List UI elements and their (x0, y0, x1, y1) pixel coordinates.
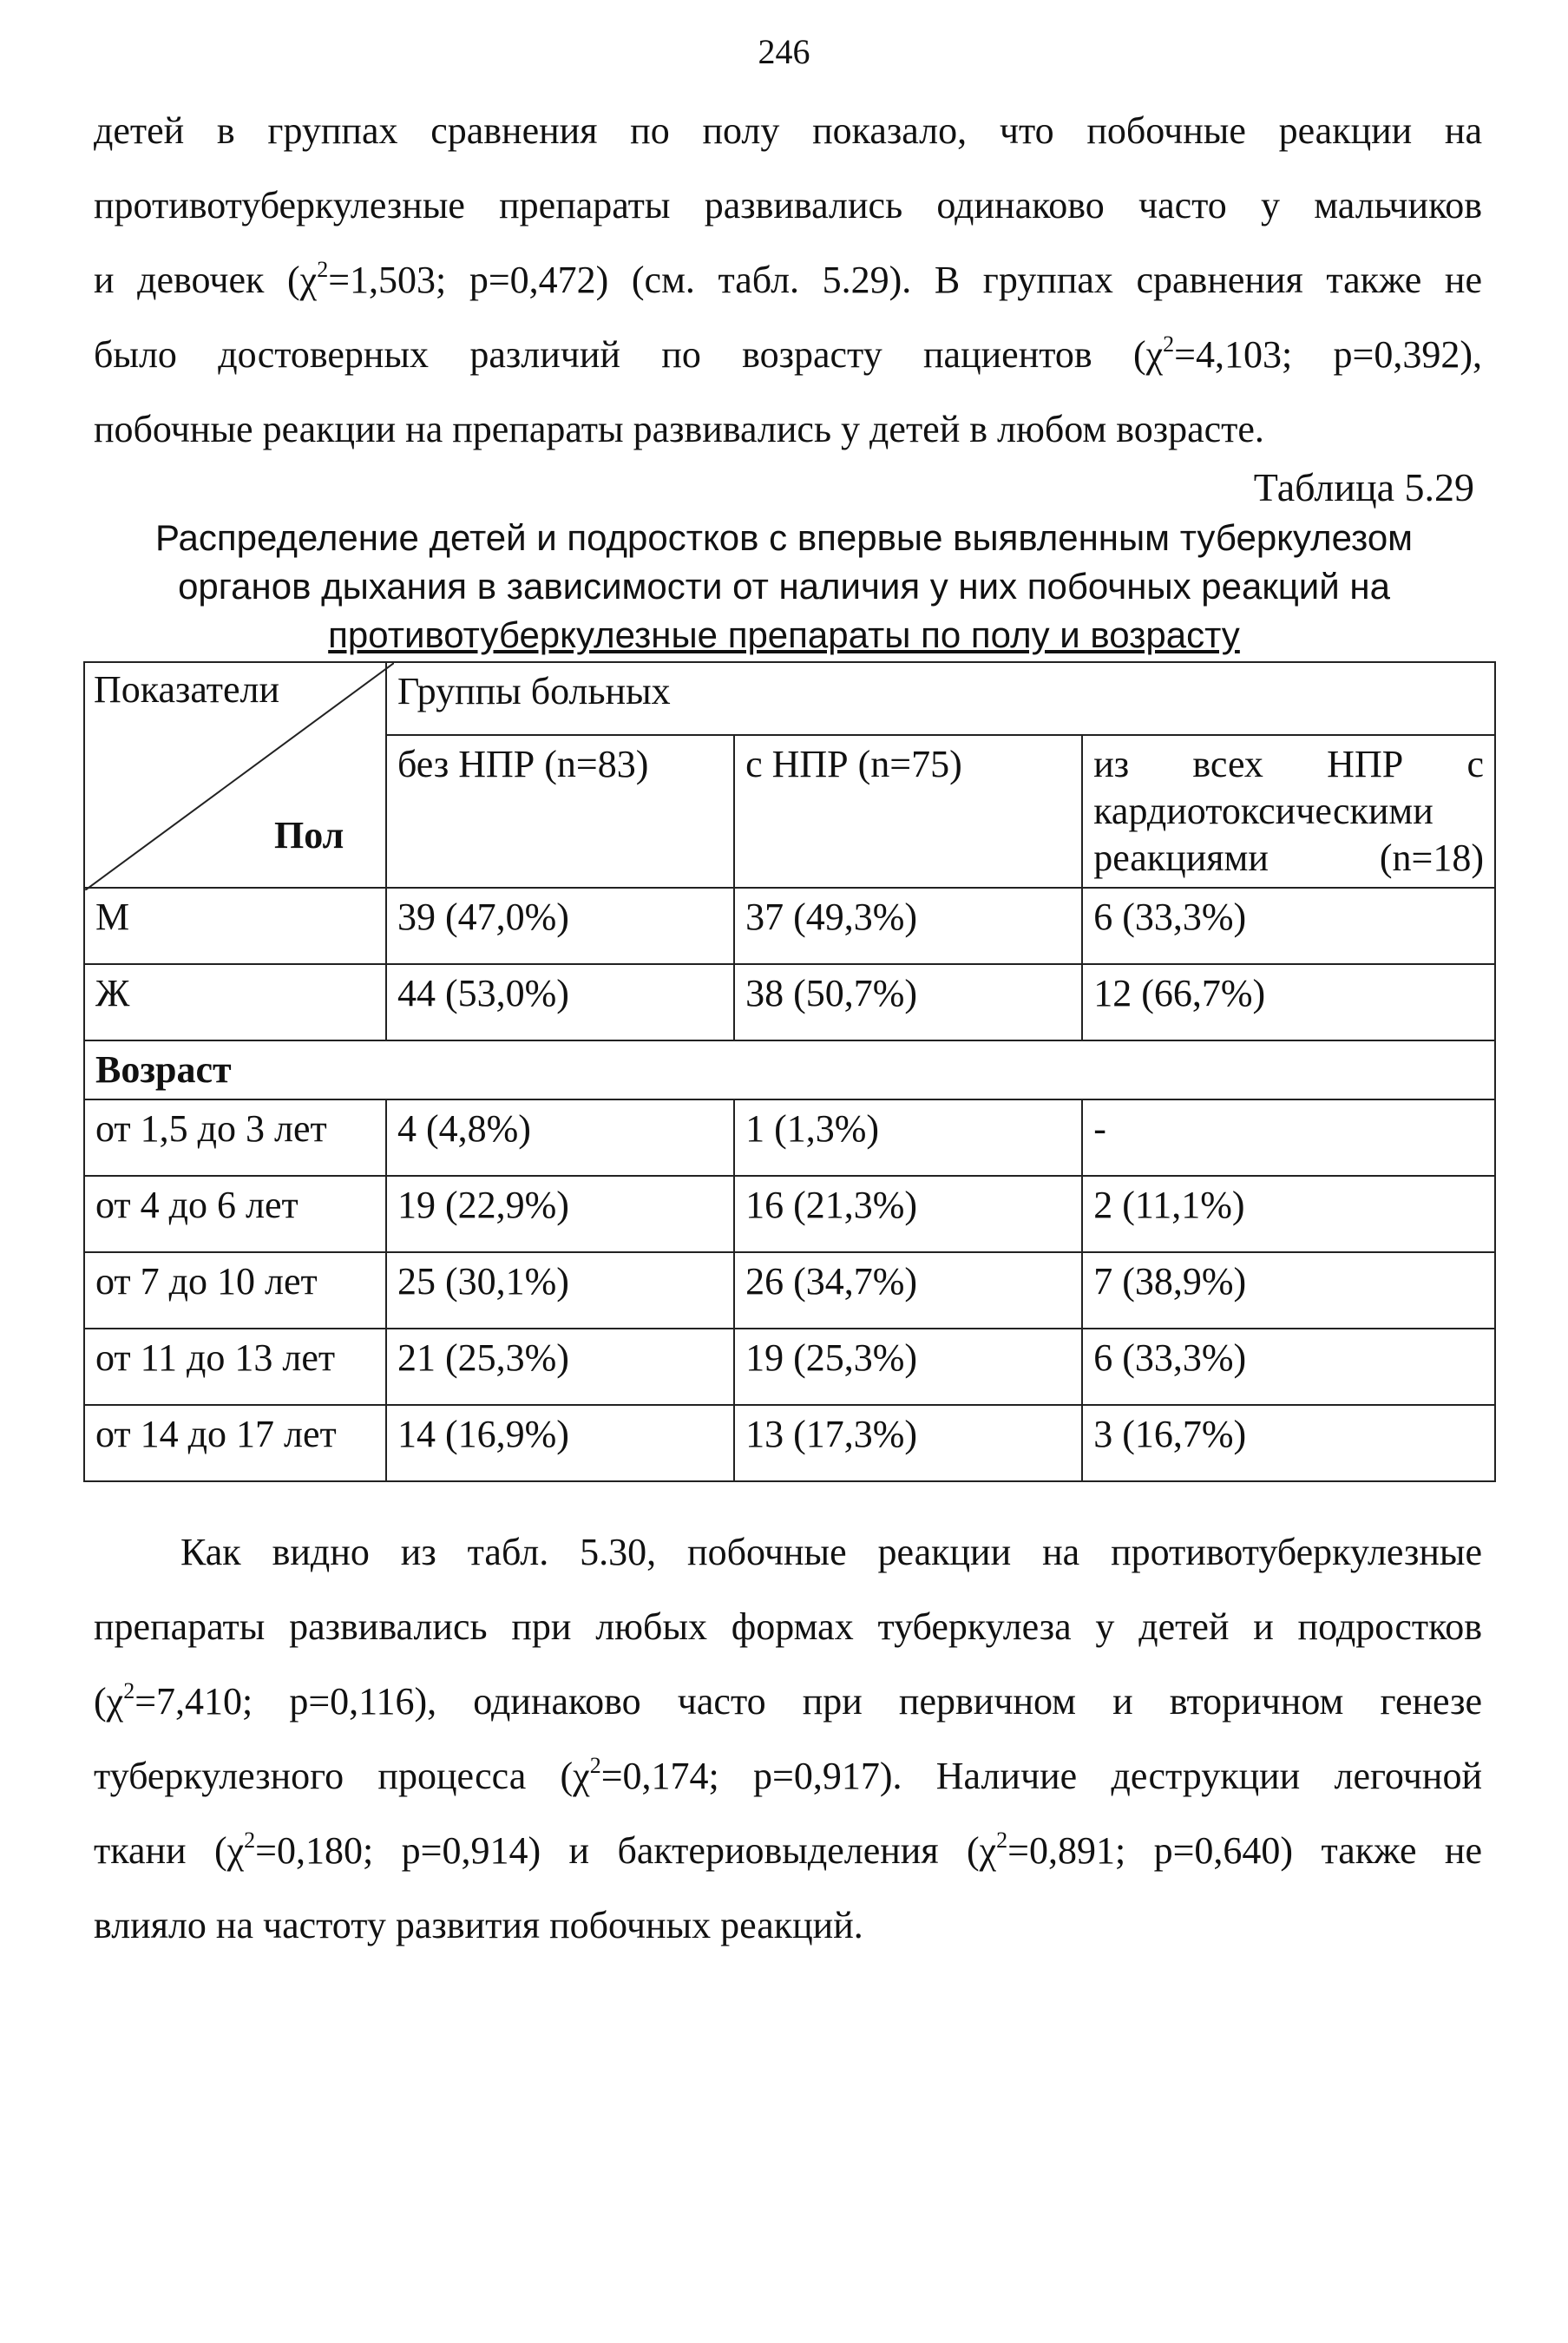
table-cell: 21 (25,3%) (386, 1329, 734, 1405)
table-corner-cell (84, 662, 386, 888)
table-cell: 6 (33,3%) (1082, 1329, 1495, 1405)
table-cell: 19 (25,3%) (734, 1329, 1082, 1405)
table-cell: 16 (21,3%) (734, 1176, 1082, 1252)
table-cell: 4 (4,8%) (386, 1099, 734, 1176)
column-header: без НПР (n=83) (386, 735, 734, 888)
text-line: побочные реакции на препараты развивались у детей в любом возрасте. (94, 408, 1264, 450)
table-row (84, 964, 1495, 1040)
caption-line: противотуберкулезные препараты по полу и возрасту (328, 614, 1240, 655)
column-header: из всех НПР с кардиотоксическими реакциями (n=18) (1082, 735, 1495, 888)
table-caption (87, 514, 1481, 660)
table-cell: 44 (53,0%) (386, 964, 734, 1040)
table-cell: 37 (49,3%) (734, 888, 1082, 964)
table-cell: 3 (16,7%) (1082, 1405, 1495, 1481)
table-cell: 7 (38,9%) (1082, 1252, 1495, 1329)
table-cell: 6 (33,3%) (1082, 888, 1495, 964)
table-cell: 25 (30,1%) (386, 1252, 734, 1329)
paragraph-sex-age-comparison (94, 94, 1482, 467)
table-cell: - (1082, 1099, 1495, 1176)
table-cell: 39 (47,0%) (386, 888, 734, 964)
table-cell: 38 (50,7%) (734, 964, 1082, 1040)
text-line: ткани ($\chi^2=0,180$; р=0,914) и бактериовыделения ($\chi^2=0,891$; р=0,640) также не (94, 1828, 1483, 1872)
table-row (84, 1040, 1495, 1099)
table-cell: 14 (16,9%) (386, 1405, 734, 1481)
table-row (84, 1329, 1495, 1405)
row-label: от 11 до 13 лет (84, 1329, 386, 1405)
table-cell: 1 (1,3%) (734, 1099, 1082, 1176)
column-header: с НПР (n=75) (734, 735, 1082, 888)
text-line: туберкулезного процесса ($\chi^2=0,174$; р=0,917). Наличие деструкции легочной (94, 1753, 1483, 1797)
table-cell: 2 (11,1%) (1082, 1176, 1495, 1252)
table-row (84, 1099, 1495, 1176)
group-header-cell: Группы больных (386, 662, 1495, 735)
corner-label-sex: Пол (274, 814, 344, 856)
caption-line: Распределение детей и подростков с впервые выявленным туберкулезом (154, 517, 1414, 558)
table-row (84, 1405, 1495, 1481)
text-line: Как видно из табл. 5.30, побочные реакции на противотуберкулезные (180, 1531, 1482, 1573)
text-line: противотуберкулезные препараты развивались одинаково часто у мальчиков (94, 184, 1482, 226)
corner-label-indicators: Показатели (94, 668, 280, 711)
data-table (83, 661, 1496, 1482)
table-row (84, 1252, 1495, 1329)
text-line: и девочек ($\chi^2=1,503$; р=0,472) (см. табл. 5.29). В группах сравнения также не (94, 257, 1482, 301)
row-label: от 1,5 до 3 лет (84, 1099, 386, 1176)
text-line: препараты развивались при любых формах туберкулеза у детей и подростков (94, 1605, 1482, 1648)
table-cell: 13 (17,3%) (734, 1405, 1082, 1481)
row-label: от 14 до 17 лет (84, 1405, 386, 1481)
row-label: от 4 до 6 лет (84, 1176, 386, 1252)
paragraph-tuberculosis-forms (94, 1515, 1482, 1963)
caption-line: органов дыхания в зависимости от наличия у них побочных реакций на (178, 566, 1390, 607)
table-cell: 19 (22,9%) (386, 1176, 734, 1252)
text-line: влияло на частоту развития побочных реакций. (94, 1904, 863, 1946)
age-section-header: Возраст (84, 1040, 1495, 1099)
row-label: М (84, 888, 386, 964)
text-line: детей в группах сравнения по полу показало, что побочные реакции на (94, 109, 1482, 152)
text-line: было достоверных различий по возрасту пациентов ($\chi^2=4,103$; р=0,392), (94, 331, 1482, 376)
table-cell: 26 (34,7%) (734, 1252, 1082, 1329)
table-row (84, 888, 1495, 964)
table-number: Таблица 5.29 (1253, 465, 1474, 509)
row-label: от 7 до 10 лет (84, 1252, 386, 1329)
page-number: 246 (758, 32, 810, 71)
table-cell: 12 (66,7%) (1082, 964, 1495, 1040)
row-label: Ж (84, 964, 386, 1040)
table-row (84, 1176, 1495, 1252)
text-line: ($\chi^2=7,410$; р=0,116), одинаково часто при первичном и вторичном генезе (94, 1678, 1482, 1723)
